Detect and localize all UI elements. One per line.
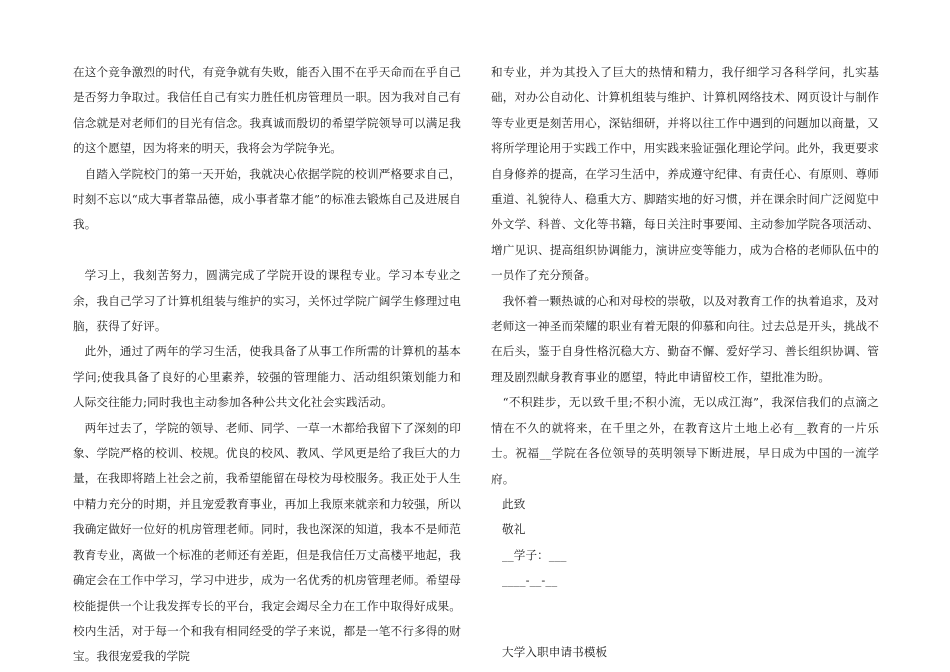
right-paragraph-2: 我怀着一颗热诚的心和对母校的崇敬，以及对教育工作的执着追求，及对老师这一神圣而荣耀的职业有着无限的仰慕和向往。过去总是开头，挑战不在后头，鉴于自身性格沉稳大方、勤奋不懈、爱好学习、善长组织协调、管理及剧烈献身教育事业的愿望，特此申请留校工作，望批准为盼。 xyxy=(491,293,879,384)
left-column xyxy=(73,60,461,670)
right-paragraph-3: “不积跬步，无以致千里;不积小流，无以成江海”，我深信我们的点滴之情在不久的就将来，在千里之外，在教育这片土地上必有__教育的一片乐士。祝福__学院在各位领导的英明领导下断进展，早日成为中国的一流学府。 xyxy=(491,395,879,486)
left-paragraph-5: 两年过去了，学院的领导、老师、同学、一草一木都给我留下了深刻的印象、学院严格的校训、校规。优良的校风、教风、学风更是给了我巨大的力量，在我即将踏上社会之前，我希望能留在母校为母校服务。我正处于人生中精力充分的时期，并且宠爱教育事业，再加上我原来就亲和力较强，所以我确定做好一位好的机房管理老师。同时，我也深深的知道，我本不是师范教育专业，离做一个标准的老师还有差距，但是我信任万丈高楼平地起，我确定会在工作中学习，学习中进步，成为一名优秀的机房管理老师。希望母校能提供一个让我发挥专长的平台，我定会竭尽全力在工作中取得好成果。校内生活，对于每一个和我有相同经受的学子来说，都是一笔不行多得的财宝。我很宠爱我的学院 xyxy=(73,420,461,664)
paragraph-gap xyxy=(73,238,461,263)
signature-line: __学子：___ xyxy=(502,547,567,562)
left-paragraph-3: 学习上，我刻苦努力，圆满完成了学院开设的课程专业。学习本专业之余，我自己学习了计算机组装与维护的实习，关怀过学院广阔学生修理过电脑，获得了好评。 xyxy=(73,268,461,334)
left-paragraph-4: 此外，通过了两年的学习生活，使我具备了从事工作所需的计算机的基本学问;使我具备了良好的心里素养，较强的管理能力、活动组织策划能力和人际交往能力;同时我也主动参加各种公共文化社会实践活动。 xyxy=(73,344,461,410)
date-line: ____-__-__ xyxy=(502,573,558,588)
right-paragraph-1: 和专业，并为其投入了巨大的热情和精力，我仔细学习各科学问，扎实基础，对办公自动化、计算机组装与维护、计算机网络技术、网页设计与制作等专业更是刻苦用心，深钻细研，并将以往工作中遇到的问题加以商量，又将所学理论用于实践工作中，用实践来验证强化理论学问。此外，我更要求自身修养的提高，在学习生活中，养成遵守纪律、有责任心、有原则、尊师重道、礼貌待人、稳重大方、脚踏实地的好习惯，并在课余时间广泛阅览中外文学、科普、文化等书籍，每日关注时事要闻、主动参加学院各项活动、增广见识、提高组织协调能力，演讲应变等能力，成为合格的老师队伍中的一员作了充分预备。 xyxy=(491,65,879,283)
left-paragraph-2: 自踏入学院校门的第一天开始，我就决心依据学院的校训严格要求自己，时刻不忘以“成大事者靠品德，成小事者靠才能”的标准去锻炼自己及进展自我。 xyxy=(73,166,461,232)
closing-regards: 敬礼 xyxy=(502,522,526,537)
closing-salutation: 此致 xyxy=(502,496,526,511)
footer-gap xyxy=(491,594,879,640)
left-paragraph-1: 在这个竞争激烈的时代，有竞争就有失败，能否入围不在乎天命而在乎自己是否努力争取过。我信任自己有实力胜任机房管理员一职。因为我对自己有信念就是对老师们的目光有信念。我真诚而殷切的希望学院领导可以满足我的这个愿望，因为将来的明天，我将会为学院争光。 xyxy=(73,65,461,156)
right-column xyxy=(491,60,879,665)
footer-title: 大学入职申请书模板 xyxy=(502,644,608,659)
